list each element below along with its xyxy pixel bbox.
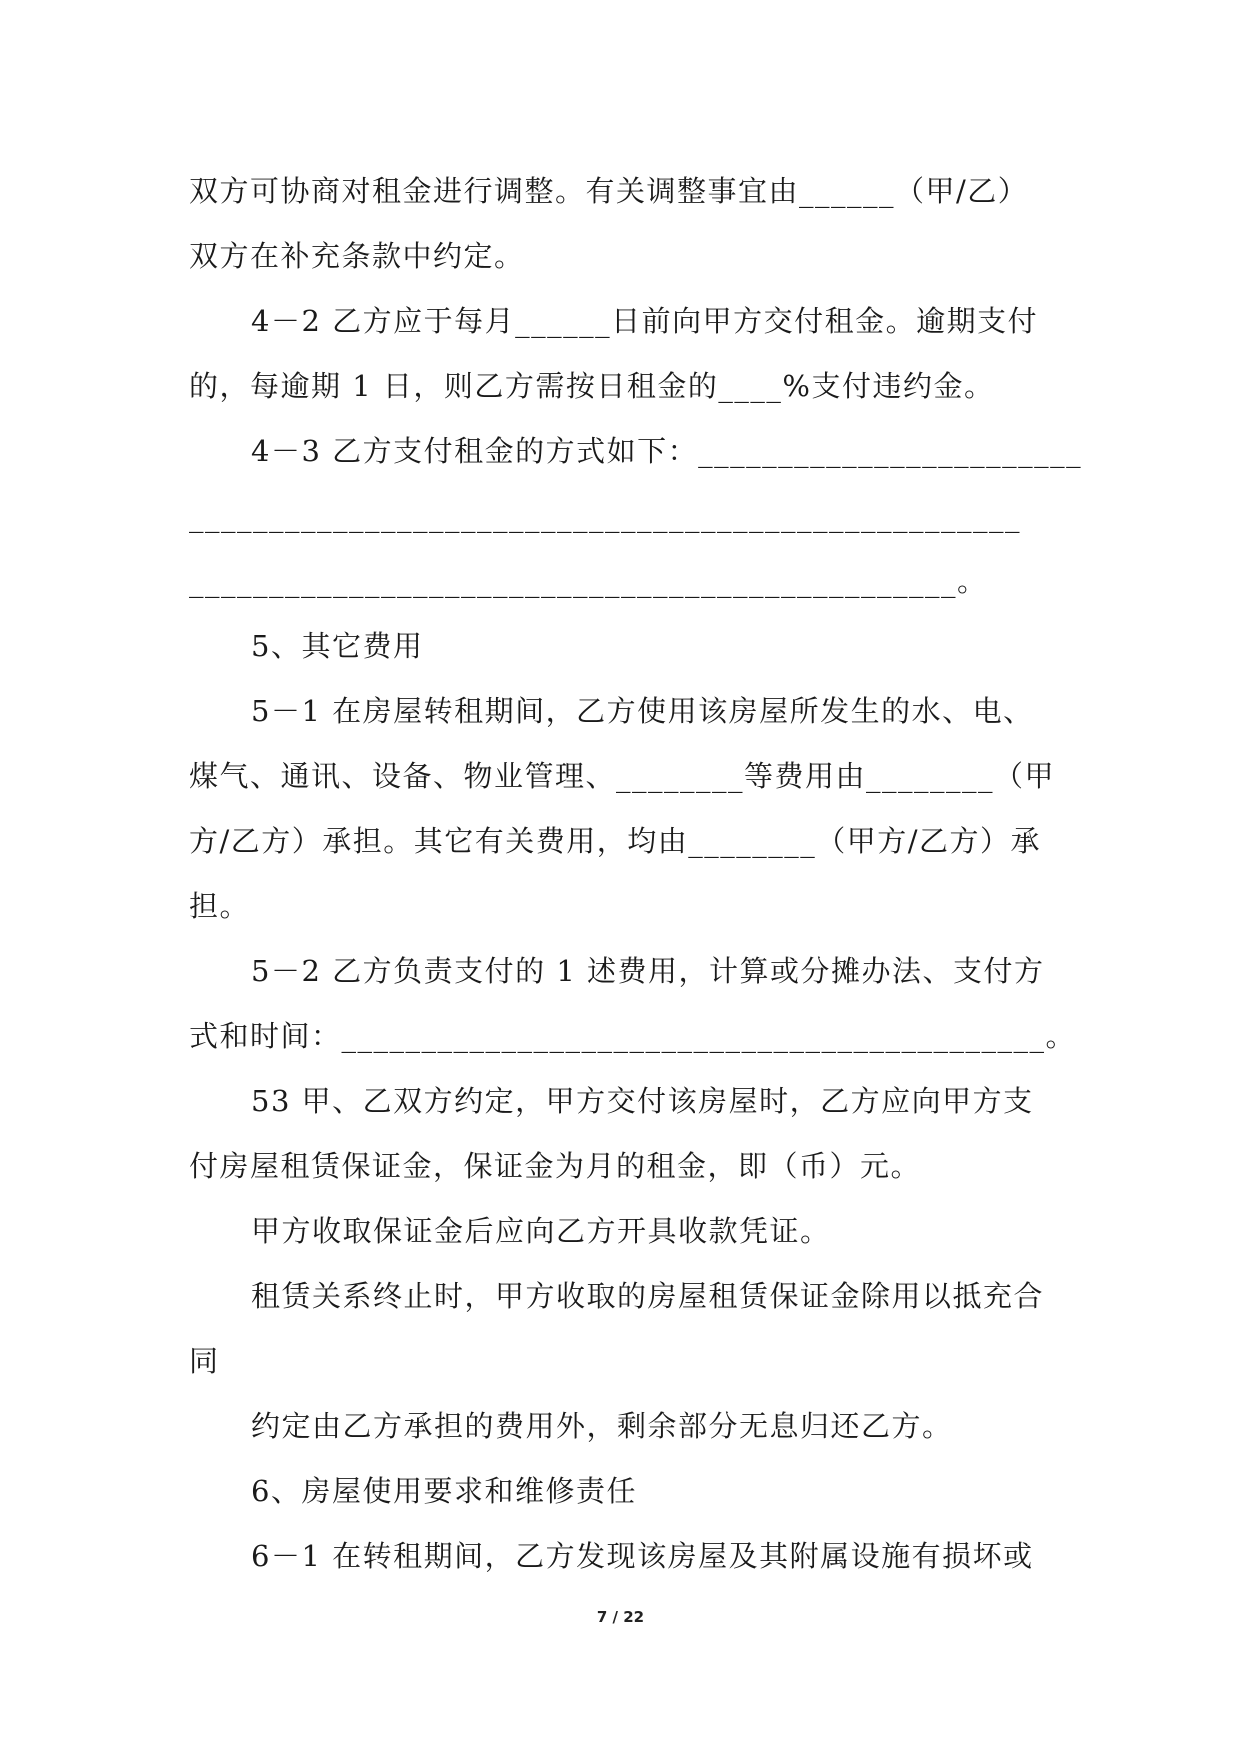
text-line: 同 xyxy=(189,1344,220,1378)
text-line: ____________________________________________________ xyxy=(189,499,1021,533)
text-line: 5－2 乙方负责支付的 1 述费用，计算或分摊办法、支付方 xyxy=(251,954,1045,988)
text-line: 的，每逾期 1 日，则乙方需按日租金的____%支付违约金。 xyxy=(189,369,995,403)
section-heading: 5、其它费用 xyxy=(251,629,424,663)
text-line: 方/乙方）承担。其它有关费用，均由________（甲方/乙方）承 xyxy=(189,824,1042,858)
text-line: 53 甲、乙双方约定，甲方交付该房屋时，乙方应向甲方支 xyxy=(251,1084,1034,1118)
section-heading: 6、房屋使用要求和维修责任 xyxy=(251,1474,637,1508)
page-number: 7 / 22 xyxy=(596,1608,645,1626)
text-line: 4－3 乙方支付租金的方式如下：________________________ xyxy=(251,434,1083,468)
text-line: 约定由乙方承担的费用外，剩余部分无息归还乙方。 xyxy=(251,1409,953,1443)
text-line: 6－1 在转租期间，乙方发现该房屋及其附属设施有损坏或 xyxy=(251,1539,1034,1573)
text-line: 4－2 乙方应于每月______日前向甲方交付租金。逾期支付 xyxy=(251,304,1039,338)
text-line: 双方可协商对租金进行调整。有关调整事宜由______（甲/乙） xyxy=(189,174,1029,208)
document-body xyxy=(189,159,1083,1589)
text-line: 煤气、通讯、设备、物业管理、________等费用由________（甲 xyxy=(189,759,1056,793)
text-line: 付房屋租赁保证金，保证金为月的租金，即（币）元。 xyxy=(189,1149,922,1183)
text-line: 5－1 在房屋转租期间，乙方使用该房屋所发生的水、电、 xyxy=(251,694,1034,728)
text-line: ________________________________________________。 xyxy=(189,564,988,598)
text-line: 甲方收取保证金后应向乙方开具收款凭证。 xyxy=(251,1214,831,1248)
text-line: 式和时间：____________________________________________。 xyxy=(189,1019,1077,1053)
text-line: 双方在补充条款中约定。 xyxy=(189,239,525,273)
text-line: 担。 xyxy=(189,889,251,923)
text-line: 租赁关系终止时，甲方收取的房屋租赁保证金除用以抵充合 xyxy=(251,1279,1045,1313)
